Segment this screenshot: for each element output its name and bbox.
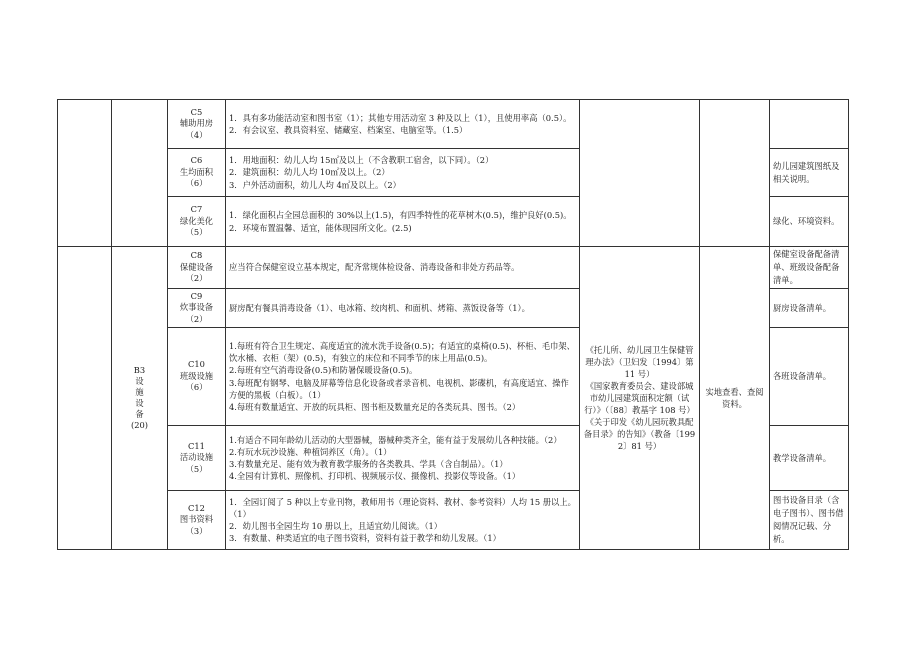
criterion-score: （5） (185, 463, 208, 474)
criterion-content (226, 289, 580, 328)
criterion-name: 图书资料 (179, 514, 214, 525)
criterion-code: C11 (188, 440, 205, 451)
materials-cell (770, 247, 849, 289)
criterion-code: C9 (190, 290, 203, 301)
criterion-score: （6） (185, 382, 208, 393)
criterion-line: 1．具有多功能活动室和图书室（1）；其他专用活动室 3 种及以上（1），且使用率高（0.5）。 (229, 112, 572, 123)
criterion-code: C6 (190, 155, 203, 166)
criterion-score: （4） (185, 129, 208, 140)
criterion-content (226, 328, 580, 426)
category-b3-cell (112, 247, 168, 550)
criterion-line: 1．全园订阅了 5 种以上专业刊物，教师用书（理论资料、教材、参考资料）人均 15 册以上。（1） (229, 496, 576, 519)
method-text: 实地查看、查阅资料。 (705, 386, 764, 409)
materials-text: 厨房设备清单。 (773, 302, 832, 313)
criterion-score: （6） (185, 178, 208, 189)
criterion-name: 保健设备 (179, 261, 214, 272)
materials-cell (770, 426, 849, 491)
materials-cell (770, 491, 849, 550)
materials-cell (770, 100, 849, 149)
materials-cell (770, 197, 849, 247)
criterion-code-cell (168, 491, 226, 550)
criterion-code-cell (168, 328, 226, 426)
table-row (58, 100, 849, 149)
criterion-line: 4.每班有数量适宜、开放的玩具柜、图书柜及数量充足的各类玩具、图书。（2） (229, 401, 521, 412)
blank-cell (58, 100, 112, 247)
materials-cell (770, 289, 849, 328)
blank-cell (58, 247, 112, 550)
materials-text: 各班设备清单。 (773, 371, 832, 381)
criterion-line: 3.有数量充足、能有效为教育教学服务的各类教具、学具（含自制品）。（1） (229, 459, 508, 469)
criterion-content (226, 426, 580, 491)
criterion-line: 2.有玩水玩沙设施、种植饲养区（角）。（1） (229, 446, 392, 457)
criterion-content (226, 149, 580, 197)
criterion-name: 生均面积 (179, 166, 214, 177)
criterion-line: 2．环境布置温馨、适宜，能体现园所文化。(2.5) (229, 222, 412, 233)
criterion-line: 2.每班有空气消毒设备(0.5)和防暑保暖设备(0.5)。 (229, 365, 418, 376)
category-char: 施 (135, 387, 144, 397)
criterion-line: 1．绿化面积占全园总面积的 30%以上(1.5)，有四季特性的花草树木(0.5)，维护良好(0.5)。 (229, 210, 572, 221)
criterion-line: 3．户外活动面积，幼儿人均 4㎡及以上。（2） (229, 179, 401, 190)
criterion-code-cell (168, 426, 226, 491)
materials-cell (770, 328, 849, 426)
criterion-name: 辅助用房 (179, 118, 214, 129)
criterion-code: C10 (188, 359, 205, 370)
criterion-score: （5） (185, 227, 208, 238)
policy-basis-line: 《国家教育委员会、建设部城市幼儿园建筑面积定额（试行）》（〔88〕教基字 108 号） (584, 381, 695, 415)
criterion-content (226, 197, 580, 247)
criterion-code-cell (168, 289, 226, 328)
criterion-line: 3．有数量、种类适宜的电子图书资料，资料有益于教学和幼儿发展。（1） (229, 533, 501, 544)
blank-cell (580, 100, 700, 247)
criterion-line: 1．用地面积：幼儿人均 15㎡及以上（不含教职工宿舍，以下同）。（2） (229, 155, 494, 166)
criterion-content (226, 491, 580, 550)
blank-cell (112, 100, 168, 247)
category-char: 设 (135, 376, 144, 386)
criterion-score: （3） (185, 525, 208, 536)
criterion-line: 4.全园有计算机、照像机、打印机、视频展示仪、摄像机、投影仪等设备。（1） (229, 471, 521, 482)
criterion-line: 3.每班配有钢琴、电脑及屏幕等信息化设备或者录音机、电视机、影碟机，有高度适宜、操作方便的黑板（白板）。（1） (229, 377, 569, 400)
criterion-score: （2） (185, 313, 208, 324)
materials-text: 保健室设备配备清单、班级设备配备清单。 (773, 249, 840, 285)
criterion-line: 1.有适合不同年龄幼儿活动的大型器械，器械种类齐全，能有益于发展幼儿各种技能。（2） (229, 434, 562, 445)
criterion-line: 2．有会议室、教具资料室、储藏室、档案室、电脑室等。（1.5） (229, 125, 468, 135)
category-char: 备 (135, 409, 144, 419)
criterion-code-cell (168, 197, 226, 247)
criterion-line: 厨房配有餐具消毒设备（1）、电冰箱、绞肉机、和面机、烤箱、蒸饭设备等（1）。 (229, 302, 530, 313)
criterion-code: C8 (190, 250, 203, 261)
materials-cell (770, 149, 849, 197)
materials-text: 绿化、环境资料。 (773, 216, 840, 226)
evaluation-table (57, 99, 849, 550)
policy-basis-cell (580, 247, 700, 550)
blank-cell (700, 100, 770, 247)
criterion-line: 2．幼儿图书全园生均 10 册以上，且适宜幼儿阅读。（1） (229, 521, 443, 531)
criterion-code: C7 (190, 204, 203, 215)
materials-text: 图书设备目录（含电子图书）、图书借阅情况记载、分析。 (773, 495, 844, 544)
criterion-content (226, 247, 580, 289)
criterion-name: 活动设施 (179, 452, 214, 463)
criterion-code: C12 (188, 502, 205, 513)
criterion-line: 1.每班有符合卫生规定、高度适宜的流水洗手设备(0.5)；有适宜的桌椅(0.5)、杯柜、毛巾架、饮水桶、衣柜（架）(0.5)，有独立的床位和不同季节的床上用品(0.5)。 (229, 340, 575, 364)
criterion-code-cell (168, 100, 226, 149)
materials-text: 教学设备清单。 (773, 452, 832, 463)
policy-basis-line: 《托儿所、幼儿园卫生保健管理办法》（卫妇发〔1994〕第 11 号） (585, 345, 694, 379)
criterion-score: （2） (185, 273, 208, 284)
table-row (58, 247, 849, 289)
criterion-name: 班级设施 (179, 370, 214, 381)
category-char: 设 (135, 398, 144, 408)
criterion-line: 应当符合保健室设立基本规定，配齐常规体检设备、消毒设备和非处方药品等。 (229, 262, 520, 273)
criterion-code-cell (168, 149, 226, 197)
criterion-code: C5 (190, 106, 203, 117)
materials-text: 幼儿园建筑图纸及相关说明。 (773, 160, 840, 184)
criterion-line: 2．建筑面积：幼儿人均 10㎡及以上。（2） (229, 167, 390, 178)
policy-basis-line: 《关于印发《幼儿园玩教具配备目录》的告知》（教备〔1992〕81 号） (583, 417, 696, 451)
category-code: B3 (133, 365, 146, 375)
criterion-name: 炊事设备 (179, 302, 214, 313)
criterion-content (226, 100, 580, 149)
criterion-code-cell (168, 247, 226, 289)
criterion-name: 绿化美化 (179, 215, 214, 226)
category-score: (20) (130, 420, 149, 430)
method-cell (700, 247, 770, 550)
